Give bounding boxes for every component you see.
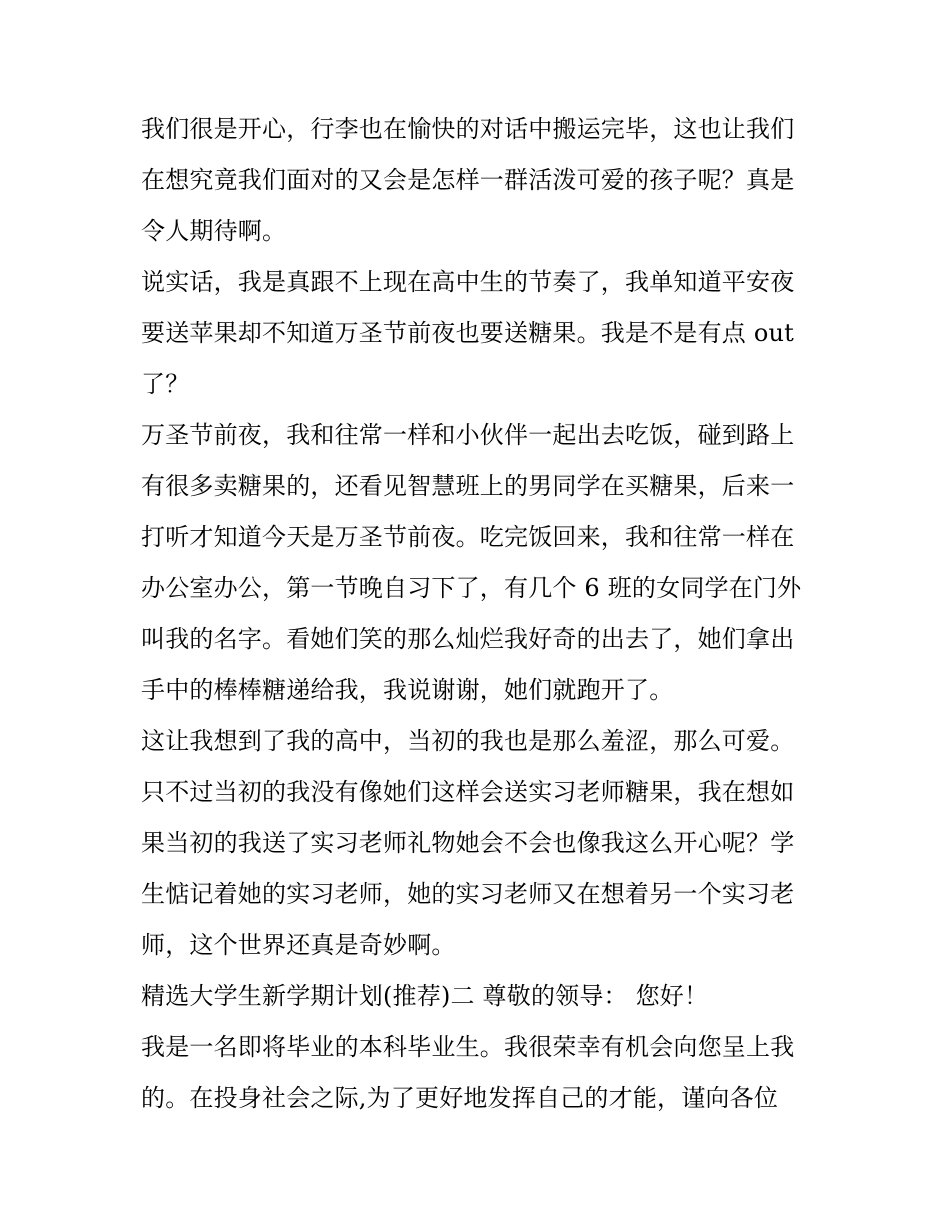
text-line: 在想究竟我们面对的又会是怎样一群活泼可爱的孩子呢？真是: [141, 166, 795, 194]
text-line: 要送苹果却不知道万圣节前夜也要送糖果。我是不是有点 out: [141, 319, 794, 347]
text-line: 手中的棒棒糖递给我，我说谢谢，她们就跑开了。: [141, 676, 674, 704]
text-line: 师，这个世界还真是奇妙啊。: [141, 931, 456, 959]
text-line: 我们很是开心，行李也在愉快的对话中搬运完毕，这也让我们: [141, 115, 795, 143]
text-line: 果当初的我送了实习老师礼物她会不会也像我这么开心呢？学: [141, 829, 795, 857]
text-line: 令人期待啊。: [141, 217, 287, 245]
text-line: 的。在投身社会之际,为了更好地发挥自己的才能，谨向各位: [141, 1084, 779, 1112]
text-line: 万圣节前夜，我和往常一样和小伙伴一起出去吃饭，碰到路上: [141, 421, 795, 449]
text-line: 有很多卖糖果的，还看见智慧班上的男同学在买糖果，后来一: [141, 472, 795, 500]
document-body: [141, 104, 821, 1124]
text-line: 打听才知道今天是万圣节前夜。吃完饭回来，我和往常一样在: [141, 523, 795, 551]
text-line: 了？: [141, 370, 190, 398]
section-heading: 精选大学生新学期计划(推荐)二 尊敬的领导： 您好！: [141, 982, 709, 1010]
text-line: 我是一名即将毕业的本科毕业生。我很荣幸有机会向您呈上我: [141, 1033, 795, 1061]
text-line: 办公室办公，第一节晚自习下了，有几个 6 班的女同学在门外: [141, 574, 802, 602]
text-line: 只不过当初的我没有像她们这样会送实习老师糖果，我在想如: [141, 778, 795, 806]
text-line: 叫我的名字。看她们笑的那么灿烂我好奇的出去了，她们拿出: [141, 625, 795, 653]
text-line: 说实话，我是真跟不上现在高中生的节奏了，我单知道平安夜: [141, 268, 795, 296]
text-line: 生惦记着她的实习老师，她的实习老师又在想着另一个实习老: [141, 880, 795, 908]
text-line: 这让我想到了我的高中，当初的我也是那么羞涩，那么可爱。: [141, 727, 795, 755]
